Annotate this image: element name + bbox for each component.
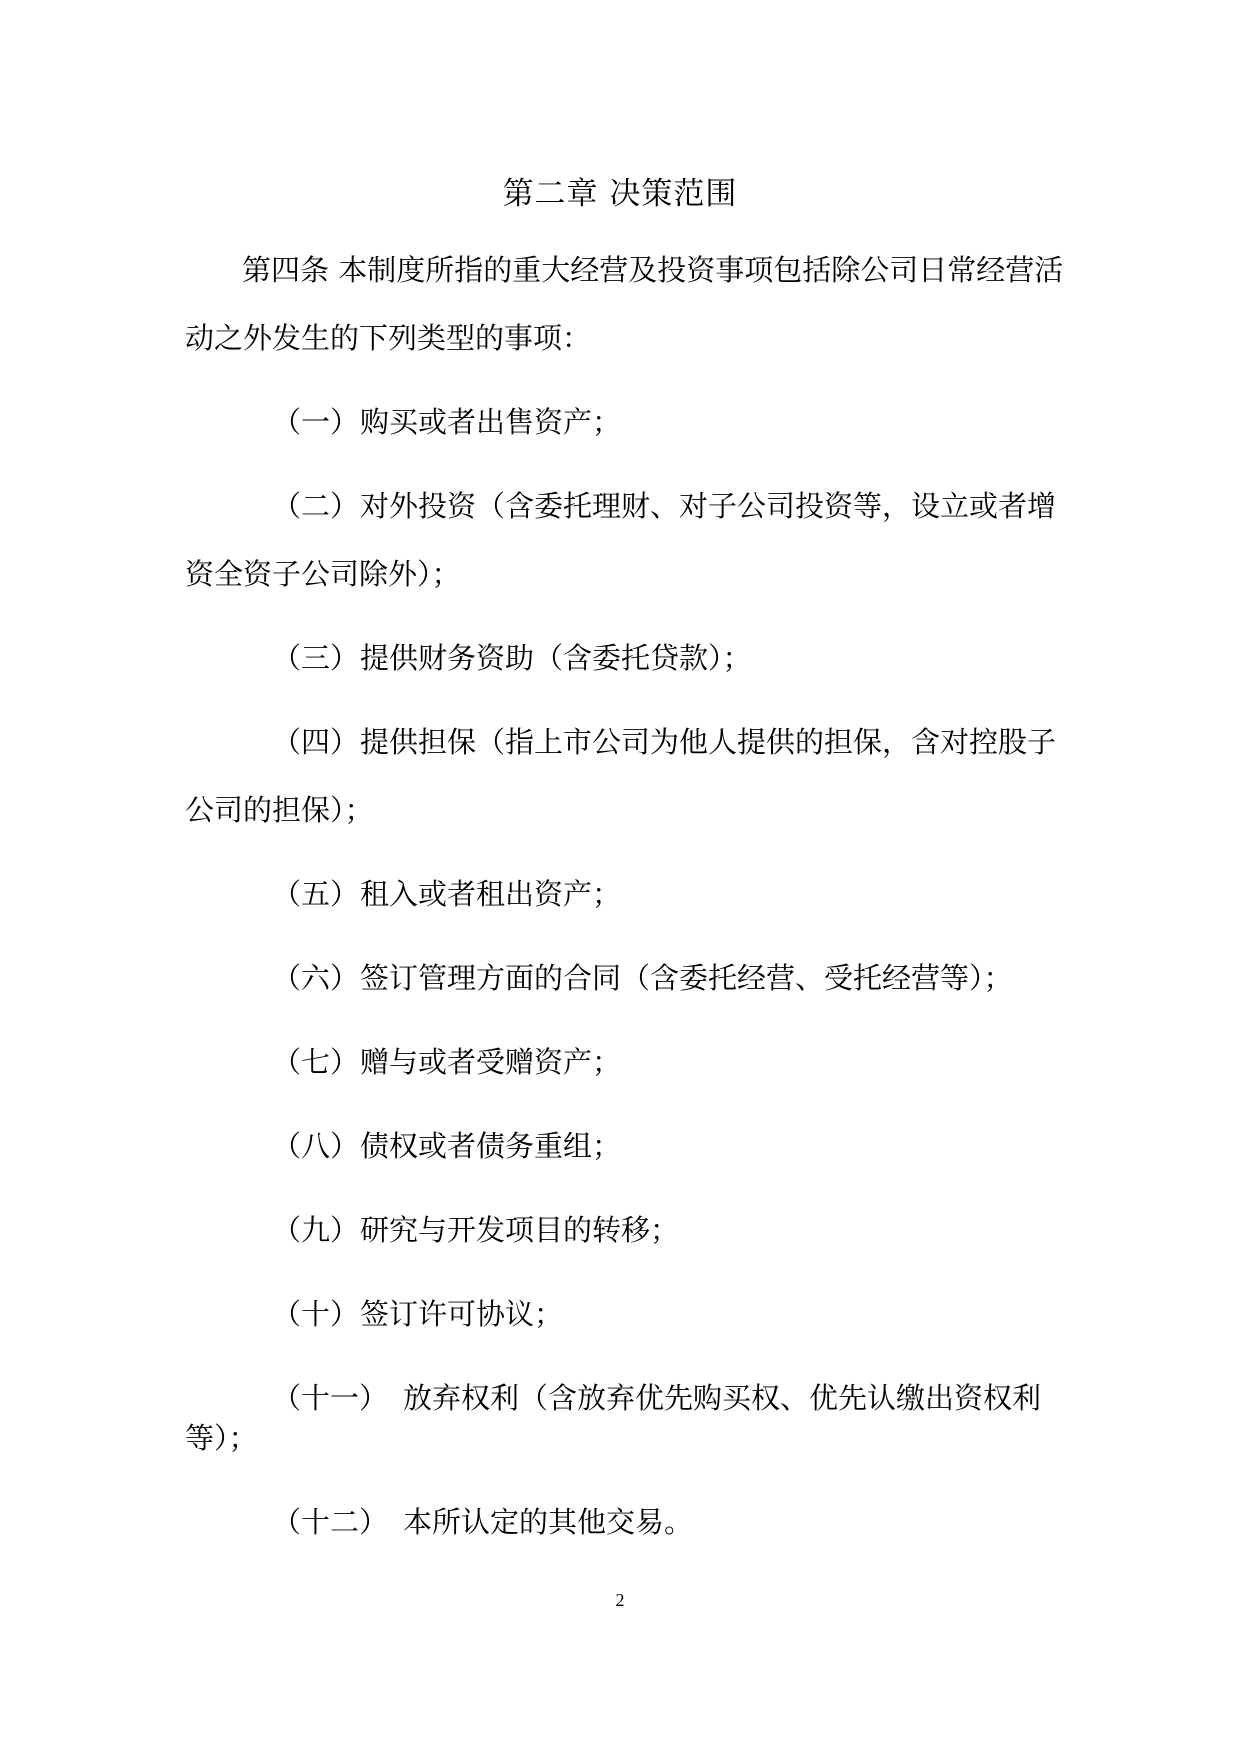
list-item	[272, 402, 621, 442]
list-item	[272, 722, 1056, 762]
list-item	[272, 1294, 563, 1334]
article-4-line-1: 第四条 本制度所指的重大经营及投资事项包括除公司日常经营活	[242, 253, 1064, 287]
item-continuation: 公司的担保）；	[185, 793, 374, 827]
list-item	[272, 1502, 693, 1542]
item-number: （一）	[272, 405, 360, 439]
item-continuation: 等）；	[185, 1421, 258, 1455]
item-text: 债权或者债务重组；	[360, 1129, 622, 1163]
item-number: （十一）	[272, 1381, 389, 1415]
list-item	[272, 1210, 679, 1250]
list-item	[272, 1042, 621, 1082]
list-item	[272, 486, 1056, 526]
article-4-line-2: 动之外发生的下列类型的事项：	[185, 321, 592, 355]
item-number: （十二）	[272, 1505, 389, 1539]
item-text: 对外投资（含委托理财、对子公司投资等，设立或者增	[360, 489, 1057, 523]
list-item	[272, 638, 752, 678]
item-number: （十）	[272, 1297, 360, 1331]
list-item	[272, 874, 621, 914]
item-text: 提供财务资助（含委托贷款）；	[360, 641, 752, 675]
item-number: （九）	[272, 1213, 360, 1247]
item-number: （二）	[272, 489, 360, 523]
page-number: 2	[615, 1590, 625, 1610]
item-number: （四）	[272, 725, 360, 759]
item-number: （五）	[272, 877, 360, 911]
item-text: 签订许可协议；	[360, 1297, 564, 1331]
item-number: （六）	[272, 961, 360, 995]
item-continuation: 资全资子公司除外）；	[185, 557, 461, 591]
list-item	[272, 958, 1013, 998]
item-text: 赠与或者受赠资产；	[360, 1045, 622, 1079]
item-text: 研究与开发项目的转移；	[360, 1213, 680, 1247]
item-text: 签订管理方面的合同（含委托经营、受托经营等）；	[360, 961, 1013, 995]
list-item	[272, 1378, 1041, 1418]
item-number: （七）	[272, 1045, 360, 1079]
item-number: （三）	[272, 641, 360, 675]
item-text: 提供担保（指上市公司为他人提供的担保，含对控股子	[360, 725, 1057, 759]
item-text: 本所认定的其他交易。	[403, 1505, 694, 1539]
item-text: 放弃权利（含放弃优先购买权、优先认缴出资权利	[403, 1381, 1042, 1415]
chapter-title: 第二章 决策范围	[502, 176, 738, 212]
item-text: 租入或者租出资产；	[360, 877, 622, 911]
item-text: 购买或者出售资产；	[360, 405, 622, 439]
item-number: （八）	[272, 1129, 360, 1163]
list-item	[272, 1126, 621, 1166]
